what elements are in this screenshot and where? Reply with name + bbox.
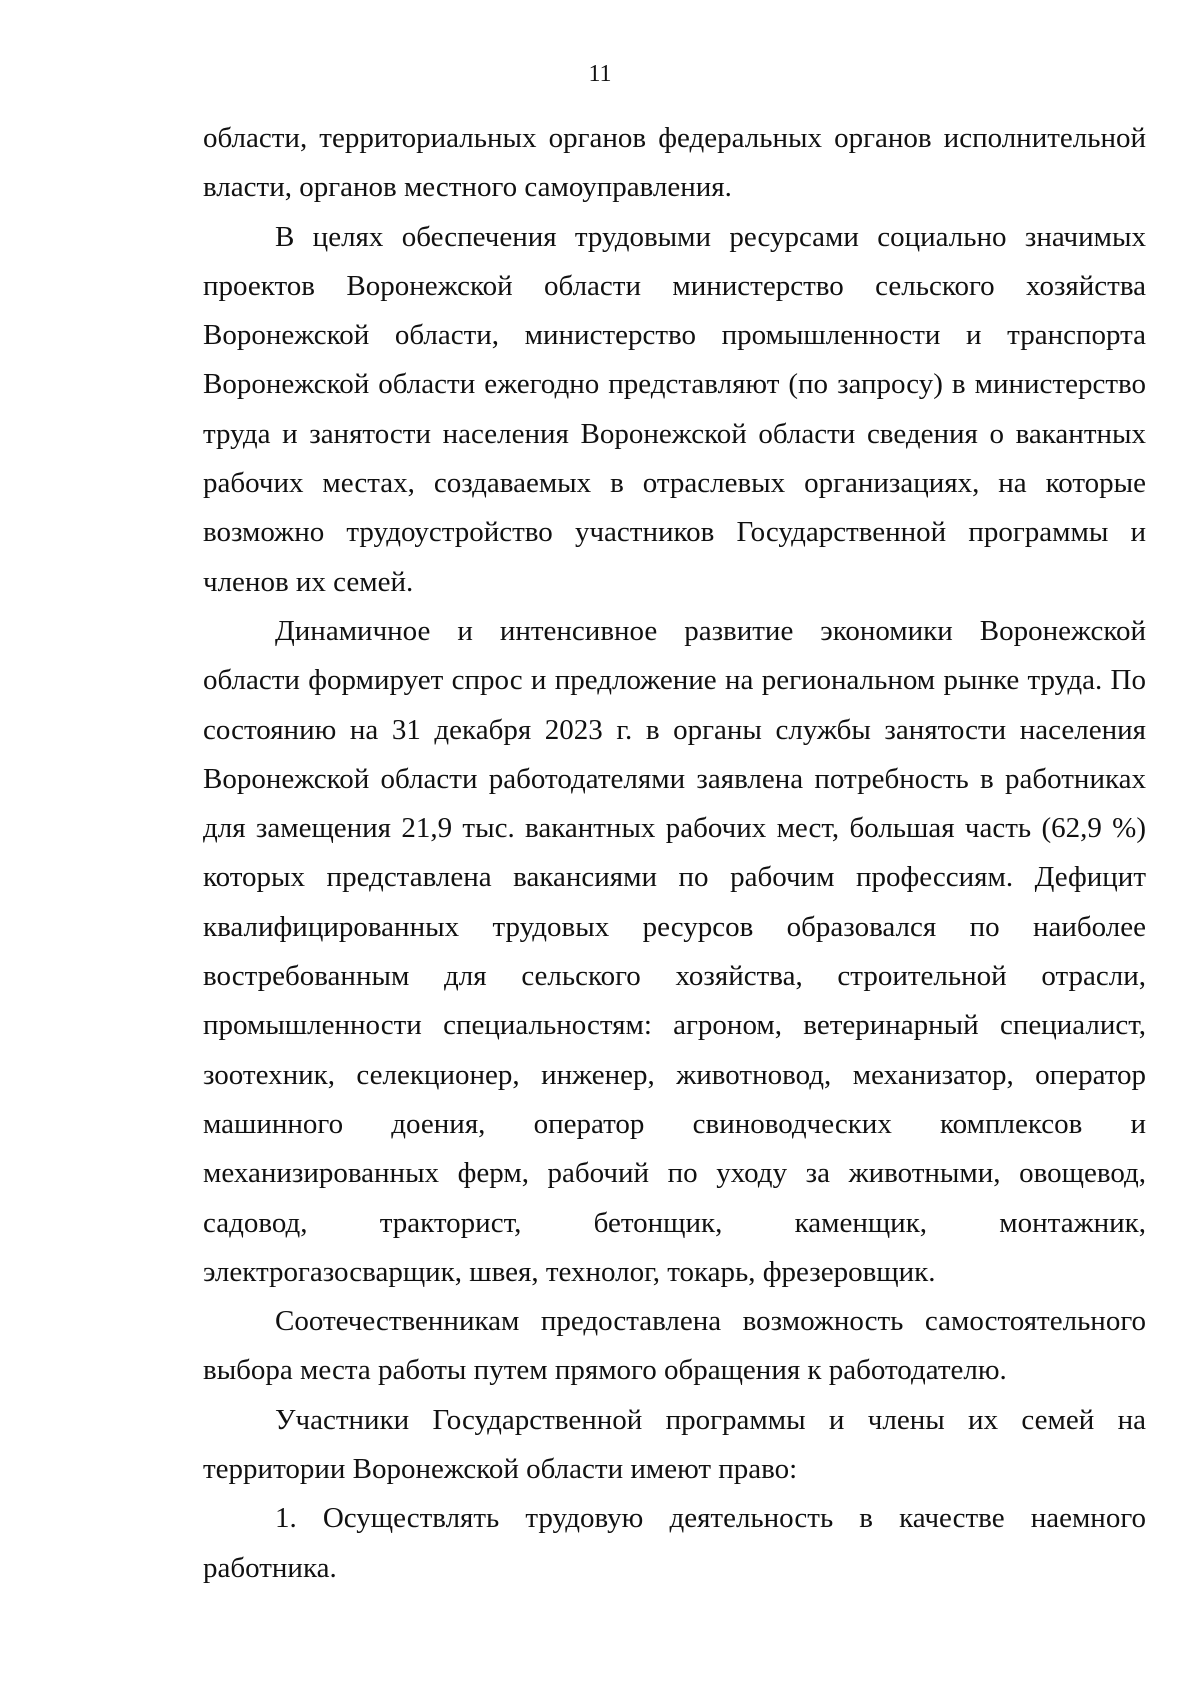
paragraph-1: области, территориальных органов федеральных органов исполнительной власти, органов местного самоуправления.	[203, 122, 1146, 204]
paragraph-6: 1. Осуществлять трудовую деятельность в качестве наемного работника.	[203, 1502, 1146, 1584]
paragraph-5: Участники Государственной программы и члены их семей на территории Воронежской области имеют право:	[203, 1403, 1146, 1486]
paragraph-2: В целях обеспечения трудовыми ресурсами социально значимых проектов Воронежской области министерство сельского хозяйства Воронежской области, министерство промышленности и транспорта Воронежской области ежегодно представляют (по запросу) в министерство труда и занятости населения Воронежской области сведения о вакантных рабочих местах, создаваемых в отраслевых организациях, на которые возможно трудоустройство участников Государственной программы и членов их семей.	[203, 220, 1146, 598]
paragraph-4: Соотечественникам предоставлена возможность самостоятельного выбора места работы путем прямого обращения к работодателю.	[203, 1305, 1146, 1387]
paragraph-3: Динамичное и интенсивное развитие экономики Воронежской области формирует спрос и предложение на региональном рынке труда. По состоянию на 31 декабря 2023 г. в органы службы занятости населения Воронежской области работодателями заявлена потребность в работниках для замещения 21,9 тыс. вакантных рабочих мест, большая часть (62,9 %) которых представлена вакансиями по рабочим профессиям. Дефицит квалифицированных трудовых ресурсов образовался по наиболее востребованным для сельского хозяйства, строительной отрасли, промышленности специальностям: агроном, ветеринарный специалист, зоотехник, селекционер, инженер, животновод, механизатор, оператор машинного доения, оператор свиноводческих комплексов и механизированных ферм, рабочий по уходу за животными, овощевод, садовод, тракторист, бетонщик, каменщик, монтажник, электрогазосварщик, швея, технолог, токарь, фрезеровщик.	[203, 614, 1146, 1288]
page-number: 11	[588, 61, 612, 87]
document-body	[203, 114, 1146, 1593]
